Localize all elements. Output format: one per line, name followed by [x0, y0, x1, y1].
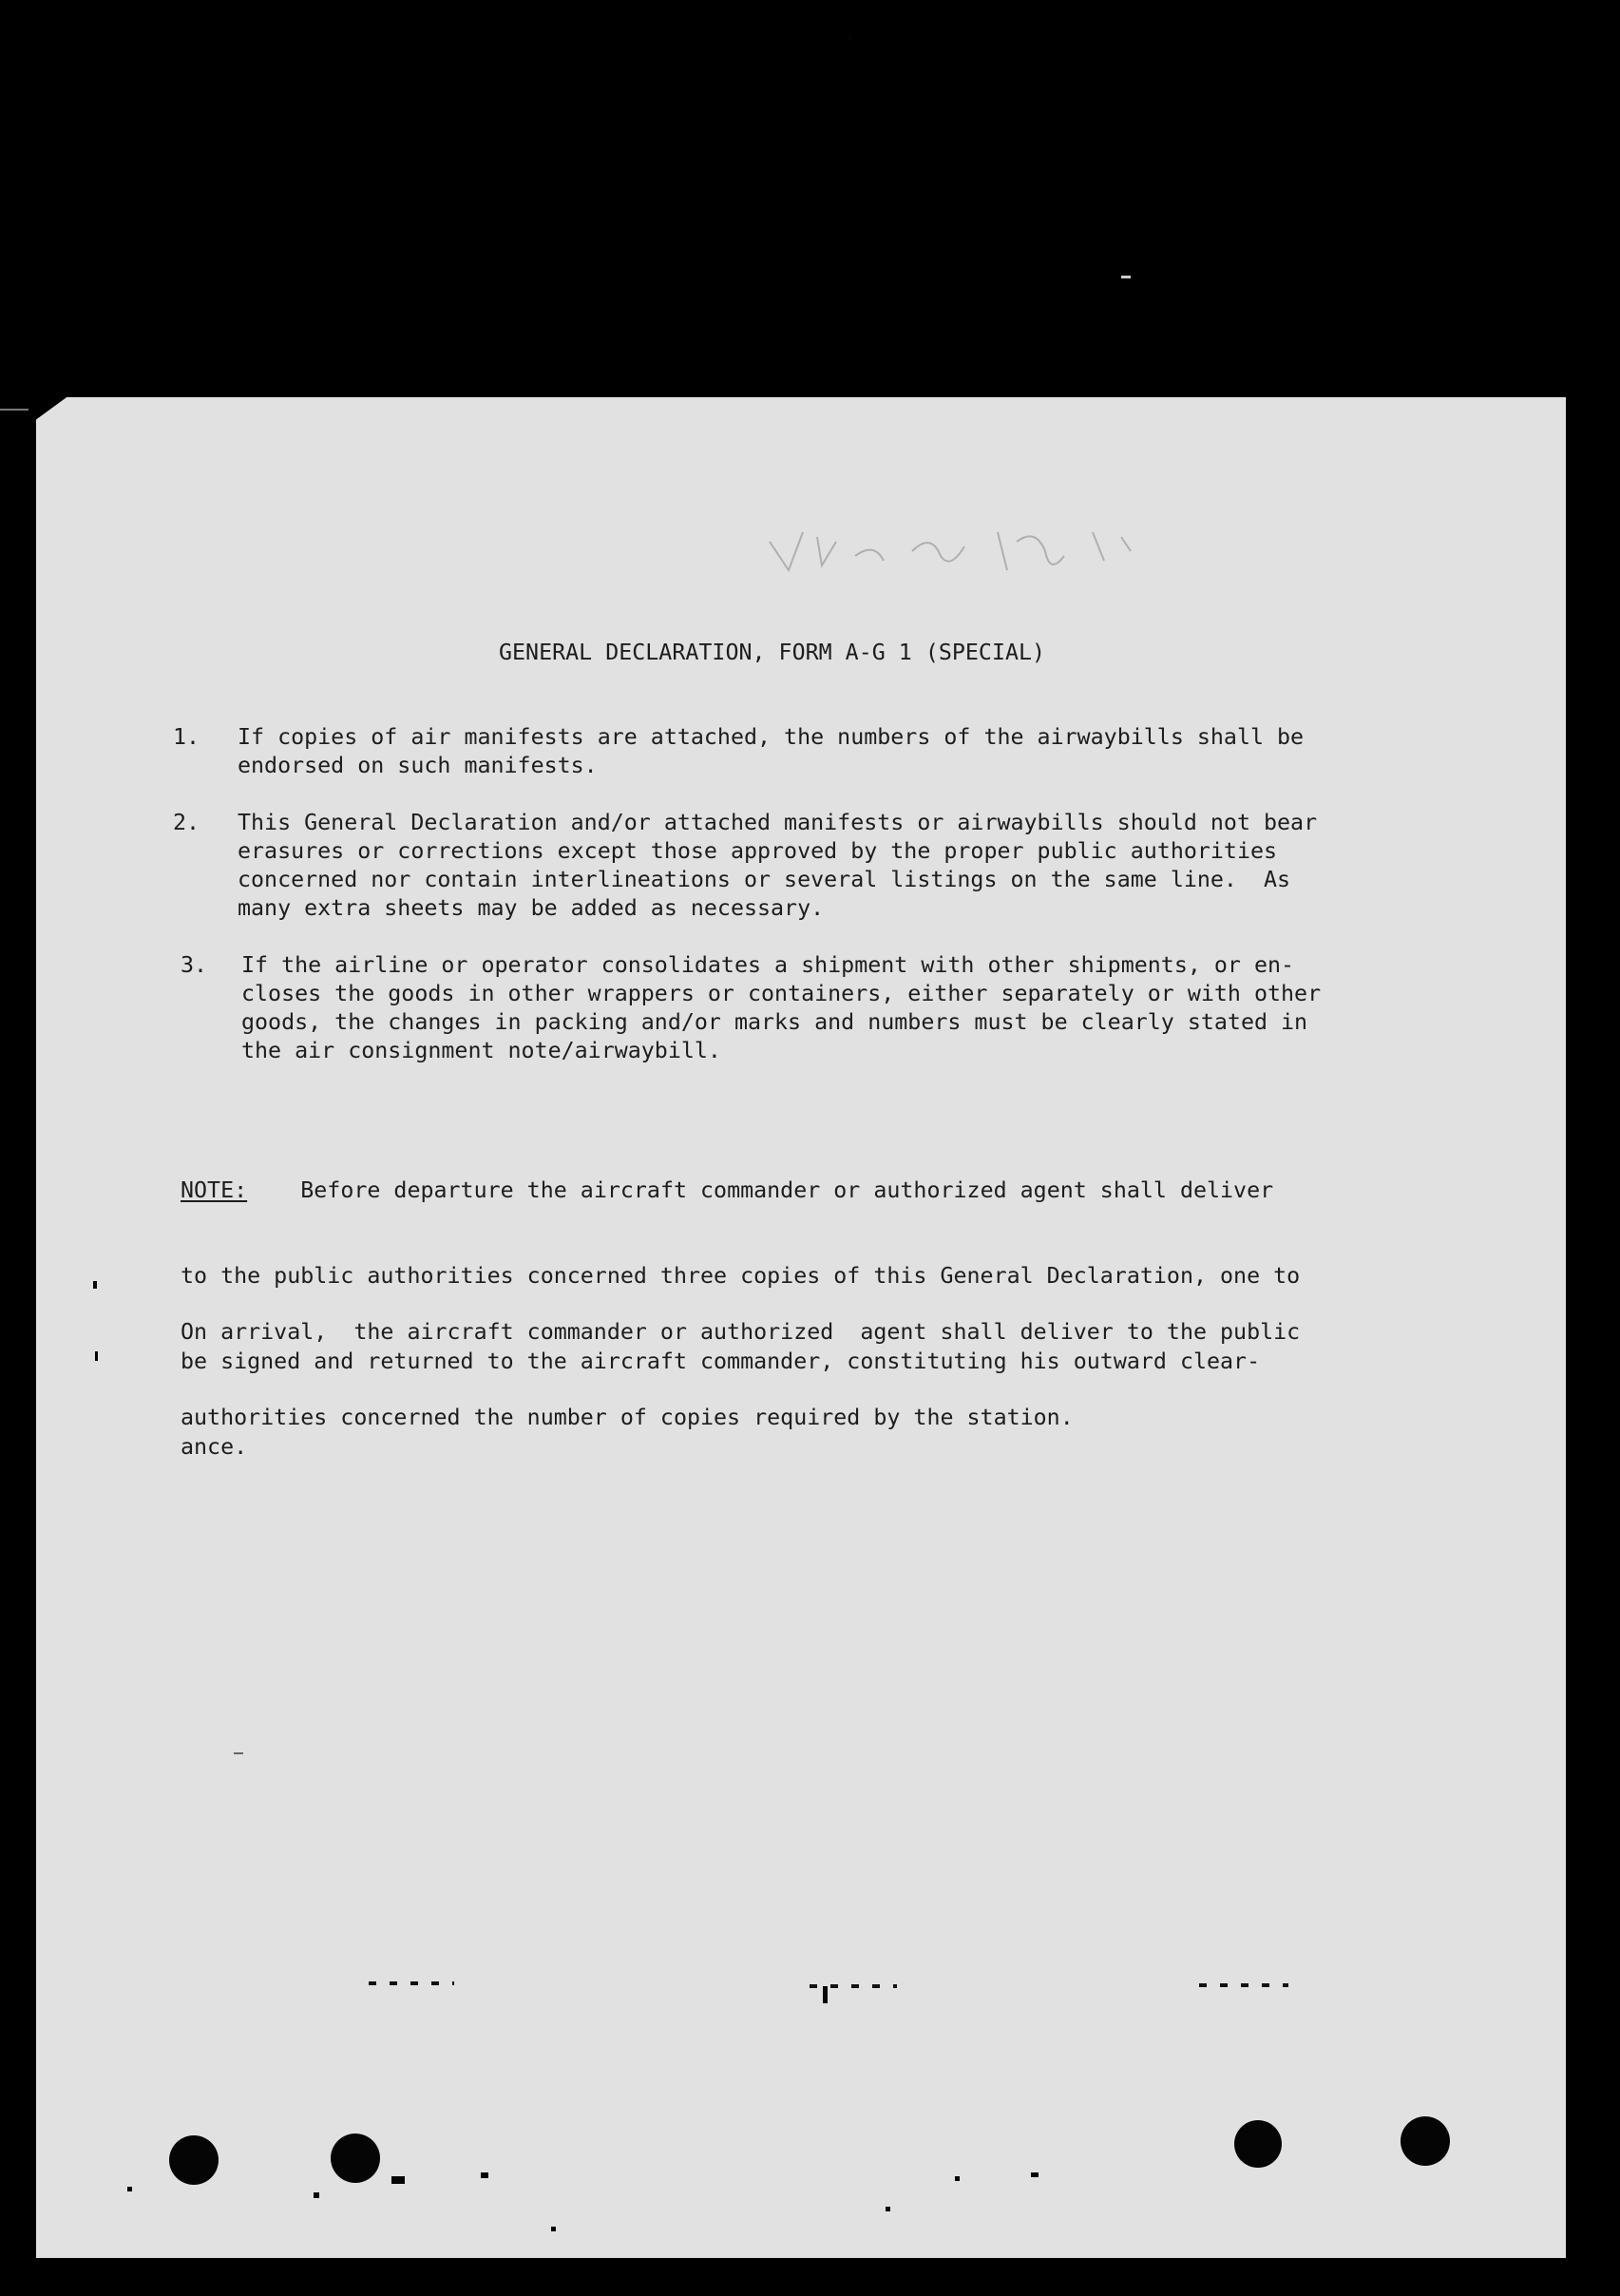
- list-item: [181, 951, 1322, 1065]
- item-number: 2.: [173, 810, 200, 835]
- speck: [93, 1281, 97, 1289]
- punch-hole: [331, 2133, 380, 2183]
- punch-hole: [1234, 2120, 1282, 2168]
- speck: [1121, 276, 1131, 278]
- item-line: many extra sheets may be added as necessary.: [238, 895, 825, 921]
- note-first-line-text: Before departure the aircraft commander or authorized agent shall deliver: [247, 1177, 1274, 1203]
- arrival-line: authorities concerned the number of copies required by the station.: [181, 1405, 1074, 1430]
- item-number: 1.: [173, 724, 200, 750]
- list-item: [173, 809, 1318, 923]
- arrival-paragraph: [181, 1261, 1300, 1489]
- note-line: to the public authorities concerned three copies of this General Declaration, one to: [181, 1263, 1301, 1289]
- speck: [848, 36, 852, 40]
- note-label: NOTE:: [181, 1177, 248, 1203]
- item-text: [238, 809, 1317, 923]
- speck: [551, 2227, 556, 2231]
- speck: [0, 409, 29, 411]
- registration-mark: [1199, 1983, 1288, 1987]
- item-line: goods, the changes in packing and/or marks and numbers must be clearly stated in: [241, 1009, 1308, 1035]
- item-number: 3.: [181, 952, 208, 978]
- item-line: endorsed on such manifests.: [238, 753, 598, 778]
- speck: [314, 2192, 319, 2198]
- speck: [481, 2172, 488, 2178]
- punch-hole: [1401, 2116, 1450, 2166]
- item-text: [241, 951, 1321, 1065]
- speck: [391, 2176, 405, 2184]
- item-line: If the airline or operator consolidates a shipment with other shipments, or en-: [241, 952, 1295, 978]
- item-line: the air consignment note/airwaybill.: [241, 1038, 721, 1063]
- speck: [955, 2176, 960, 2181]
- item-line: closes the goods in other wrappers or containers, either separately or with other: [241, 981, 1322, 1006]
- registration-mark: [369, 1981, 454, 1985]
- note-first-line: [181, 1177, 1300, 1205]
- speck: [127, 2187, 132, 2191]
- item-line: If copies of air manifests are attached, the numbers of the airwaybills shall be: [238, 724, 1305, 750]
- speck: [823, 1986, 828, 2003]
- document-title: GENERAL DECLARATION, FORM A-G 1 (SPECIAL): [499, 640, 1046, 665]
- speck: [234, 1752, 243, 1754]
- item-line: erasures or corrections except those approved by the proper public authorities: [238, 838, 1278, 864]
- item-text: [238, 723, 1304, 780]
- speck: [886, 2207, 890, 2211]
- punch-hole: [169, 2135, 219, 2185]
- note-line: ance.: [181, 1434, 248, 1460]
- note-line: be signed and returned to the aircraft commander, constituting his outward clear-: [181, 1349, 1261, 1374]
- speck: [95, 1351, 98, 1361]
- arrival-line: On arrival, the aircraft commander or authorized agent shall deliver to the public: [181, 1319, 1301, 1345]
- item-line: concerned nor contain interlineations or several listings on the same line. As: [238, 867, 1291, 892]
- item-line: This General Declaration and/or attached manifests or airwaybills should not bear: [238, 810, 1318, 835]
- pencil-scribble: [751, 504, 1150, 589]
- speck: [1031, 2172, 1039, 2177]
